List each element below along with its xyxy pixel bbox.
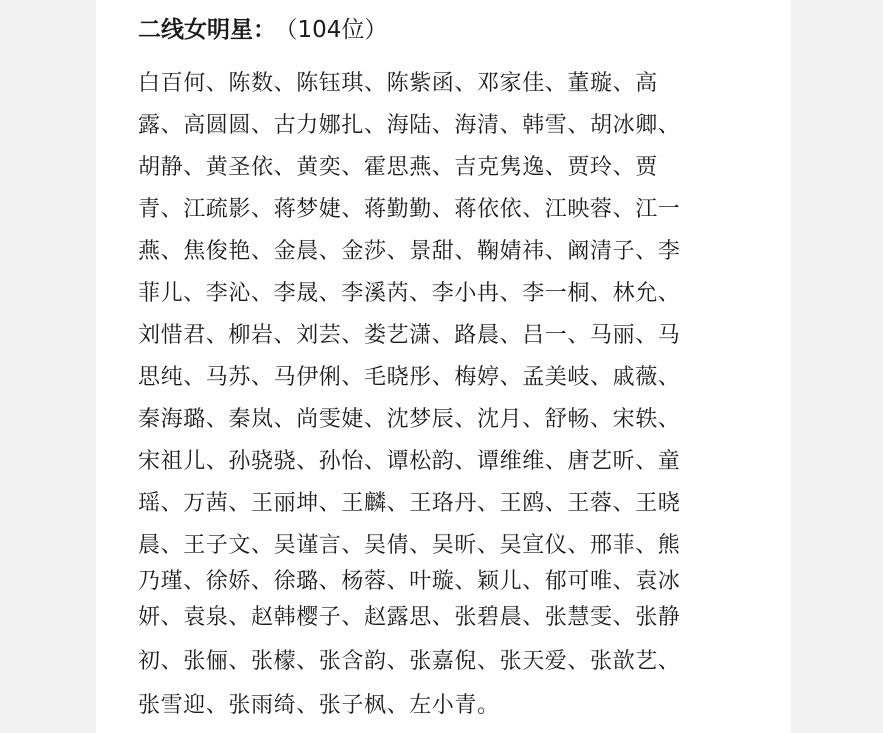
celebrity-name-list xyxy=(138,63,768,727)
text-line: 宋祖儿、孙骁骁、孙怡、谭松韵、谭维维、唐艺昕、童 xyxy=(138,449,681,474)
text-line: 瑶、万茜、王丽坤、王麟、王珞丹、王鸥、王蓉、王晓 xyxy=(138,491,681,516)
text-line: 刘惜君、柳岩、刘芸、娄艺潇、路晨、吕一、马丽、马 xyxy=(138,323,681,348)
text-line: 思纯、马苏、马伊俐、毛晓彤、梅婷、孟美岐、戚薇、 xyxy=(138,365,681,390)
text-line: 燕、焦俊艳、金晨、金莎、景甜、鞠婧祎、阚清子、李 xyxy=(138,239,681,264)
text-line: 露、高圆圆、古力娜扎、海陆、海清、韩雪、胡冰卿、 xyxy=(138,113,681,138)
text-line: 白百何、陈数、陈钰琪、陈紫函、邓家佳、董璇、高 xyxy=(138,71,658,96)
text-line: 张雪迎、张雨绮、张子枫、左小青。 xyxy=(138,693,500,718)
text-line: 秦海璐、秦岚、尚雯婕、沈梦辰、沈月、舒畅、宋轶、 xyxy=(138,407,681,432)
text-line: 菲儿、李沁、李晟、李溪芮、李小冉、李一桐、林允、 xyxy=(138,281,681,306)
text-line: 初、张俪、张檬、张含韵、张嘉倪、张天爱、张歆艺、 xyxy=(138,649,681,674)
text-line: 晨、王子文、吴谨言、吴倩、吴昕、吴宣仪、邢菲、熊 xyxy=(138,533,681,558)
section-heading xyxy=(138,10,387,50)
text-line: 妍、袁泉、赵韩樱子、赵露思、张碧晨、张慧雯、张静 xyxy=(138,605,681,630)
text-line: 青、江疏影、蒋梦婕、蒋勤勤、蒋依依、江映蓉、江一 xyxy=(138,197,681,222)
text-line: 乃瑾、徐娇、徐璐、杨蓉、叶璇、颖儿、郁可唯、袁冰 xyxy=(138,569,681,594)
heading-label: 二线女明星： xyxy=(138,17,276,43)
text-line: 胡静、黄圣依、黄奕、霍思燕、吉克隽逸、贾玲、贾 xyxy=(138,155,658,180)
heading-count: （104位） xyxy=(286,17,388,43)
